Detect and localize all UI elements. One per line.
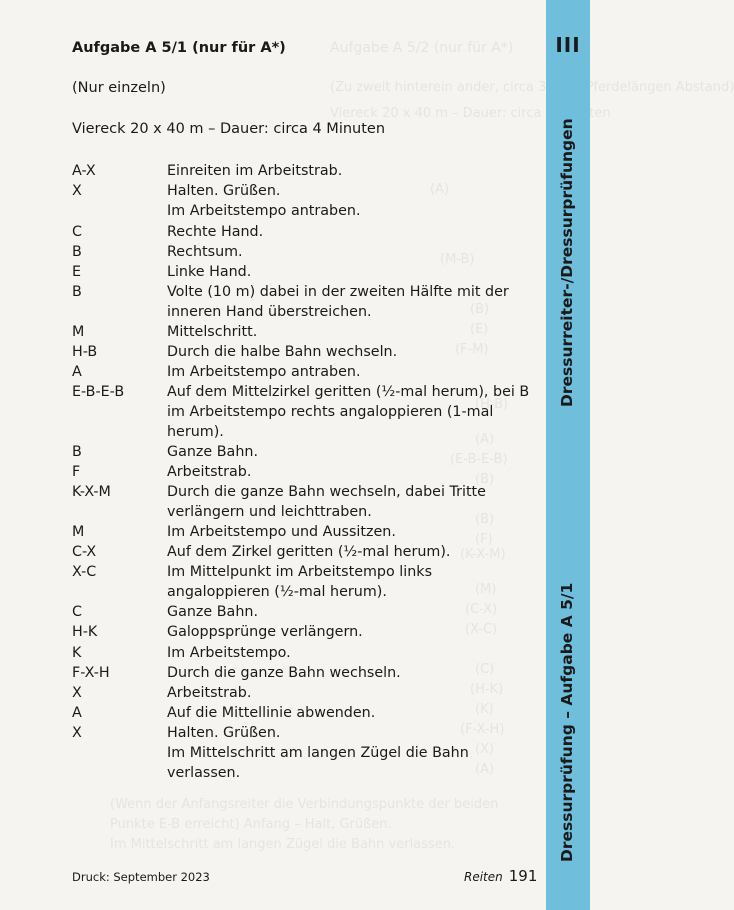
step-row <box>72 623 542 643</box>
step-description: Galoppsprünge verlängern. <box>167 624 363 641</box>
section-title: Dressurprüfung – Aufgabe A 5/1 <box>558 582 576 862</box>
step-point <box>72 202 167 222</box>
step-point: M <box>72 323 85 340</box>
step-row <box>72 664 542 684</box>
step-description: Im Arbeitstempo. <box>167 644 291 661</box>
step-point: B <box>72 284 82 301</box>
step-row <box>72 323 542 343</box>
step-row <box>72 363 542 383</box>
chapter-title: Dressurreiter-/Dressurprüfungen <box>558 118 576 407</box>
step-description: Im Arbeitstempo und Aussitzen. <box>167 524 396 540</box>
step-description: Durch die ganze Bahn wechseln. <box>167 664 401 681</box>
step-description: Durch die halbe Bahn wechseln. <box>167 344 398 361</box>
step-point <box>72 744 167 783</box>
step-row <box>72 463 542 483</box>
step-point: H-K <box>72 624 98 641</box>
step-point: K <box>72 644 82 661</box>
step-row <box>72 343 542 363</box>
step-point: X <box>72 183 82 200</box>
section-name: Reiten <box>464 870 503 884</box>
step-description: Halten. Grüßen. <box>167 725 281 742</box>
step-description: Ganze Bahn. <box>167 443 258 460</box>
step-point: A <box>72 705 82 722</box>
step-row <box>72 644 542 664</box>
step-point: H-B <box>72 344 98 361</box>
page-footer <box>464 866 537 885</box>
page-number: 191 <box>508 867 538 885</box>
chapter-tab <box>546 0 590 910</box>
show-through-background: Aufgabe A 5/2 (nur für A*) (Zu zweit hinterein ander, circa 3 bis 5 Pferdelängen Abstand) Viereck 20 x 40 m – Dauer: circa 4 Minuten (A) (M-B) (B) (E) (F-M) (H-B) (A) (E-B-E-B) (B) (B) (F) (K-X-M) (M) (C-X) (X-C) (C) (H-K) (K) (F-X-H) (X) (A) (Wenn der Anfangsreiter die Verbindungspunkte der beiden Punkte E-B erreicht) Anfang – Halt, Grüßen. Im Mittelschritt am langen Zügel die Bahn verlassen. <box>110 40 734 852</box>
step-description: Auf die Mittellinie abwenden. <box>167 705 376 722</box>
step-point: C <box>72 604 82 621</box>
step-point: E-B-E-B <box>72 384 125 401</box>
print-date: Druck: September 2023 <box>72 870 210 884</box>
step-row <box>72 243 542 263</box>
step-description: Rechtsum. <box>167 243 243 260</box>
task-title: Aufgabe A 5/1 (nur für A*) <box>72 40 286 56</box>
step-row <box>72 744 542 783</box>
step-description: Mittelschritt. <box>167 323 258 340</box>
step-row <box>72 443 542 463</box>
step-row <box>72 223 542 243</box>
step-row <box>72 543 542 563</box>
step-row <box>72 383 542 442</box>
step-description: Auf dem Zirkel geritten (½-mal herum). <box>167 544 451 561</box>
step-row <box>72 724 542 744</box>
step-description: Im Arbeitstempo antraben. <box>167 203 361 220</box>
step-point: C-X <box>72 544 97 561</box>
step-row <box>72 684 542 704</box>
step-description: Im Mittelschritt am langen Zügel die Bahn verlassen. <box>167 745 469 782</box>
step-description: Linke Hand. <box>167 263 252 280</box>
step-point: C <box>72 223 82 240</box>
step-row <box>72 202 542 222</box>
arena-info: Viereck 20 x 40 m – Dauer: circa 4 Minuten <box>72 121 386 137</box>
step-description: Arbeitstrab. <box>167 684 252 701</box>
step-row <box>72 704 542 724</box>
step-point: A-X <box>72 163 96 179</box>
step-row <box>72 283 542 322</box>
step-point: B <box>72 243 82 260</box>
step-description: Im Arbeitstempo antraben. <box>167 364 361 381</box>
step-description: Im Mittelpunkt im Arbeitstempo links angaloppieren (½-mal herum). <box>167 564 433 600</box>
step-row <box>72 162 542 182</box>
step-row <box>72 563 542 602</box>
task-steps <box>72 162 542 784</box>
step-row <box>72 523 542 543</box>
step-point: X-C <box>72 564 97 581</box>
chapter-number: III <box>555 33 581 57</box>
step-row <box>72 603 542 623</box>
step-description: Volte (10 m) dabei in der zweiten Hälfte mit der inneren Hand überstreichen. <box>167 284 509 320</box>
step-description: Rechte Hand. <box>167 223 264 240</box>
step-point: F <box>72 464 81 481</box>
step-point: B <box>72 443 82 460</box>
step-description: Auf dem Mittelzirkel geritten (½-mal herum), bei B im Arbeitstempo rechts angaloppieren (1-mal herum). <box>167 384 530 440</box>
step-point: F-X-H <box>72 664 110 681</box>
step-point: X <box>72 725 82 742</box>
step-row <box>72 182 542 202</box>
step-point: A <box>72 364 82 381</box>
step-description: Halten. Grüßen. <box>167 183 281 200</box>
step-point: M <box>72 524 85 540</box>
step-description: Einreiten im Arbeitstrab. <box>167 163 343 179</box>
step-point: X <box>72 684 82 701</box>
step-point: E <box>72 263 82 280</box>
step-row <box>72 263 542 283</box>
step-description: Ganze Bahn. <box>167 604 258 621</box>
step-row <box>72 483 542 522</box>
step-description: Arbeitstrab. <box>167 464 252 481</box>
step-description: Durch die ganze Bahn wechseln, dabei Tritte verlängern und leichttraben. <box>167 484 486 520</box>
task-mode: (Nur einzeln) <box>72 80 166 96</box>
step-point: K-X-M <box>72 484 111 501</box>
